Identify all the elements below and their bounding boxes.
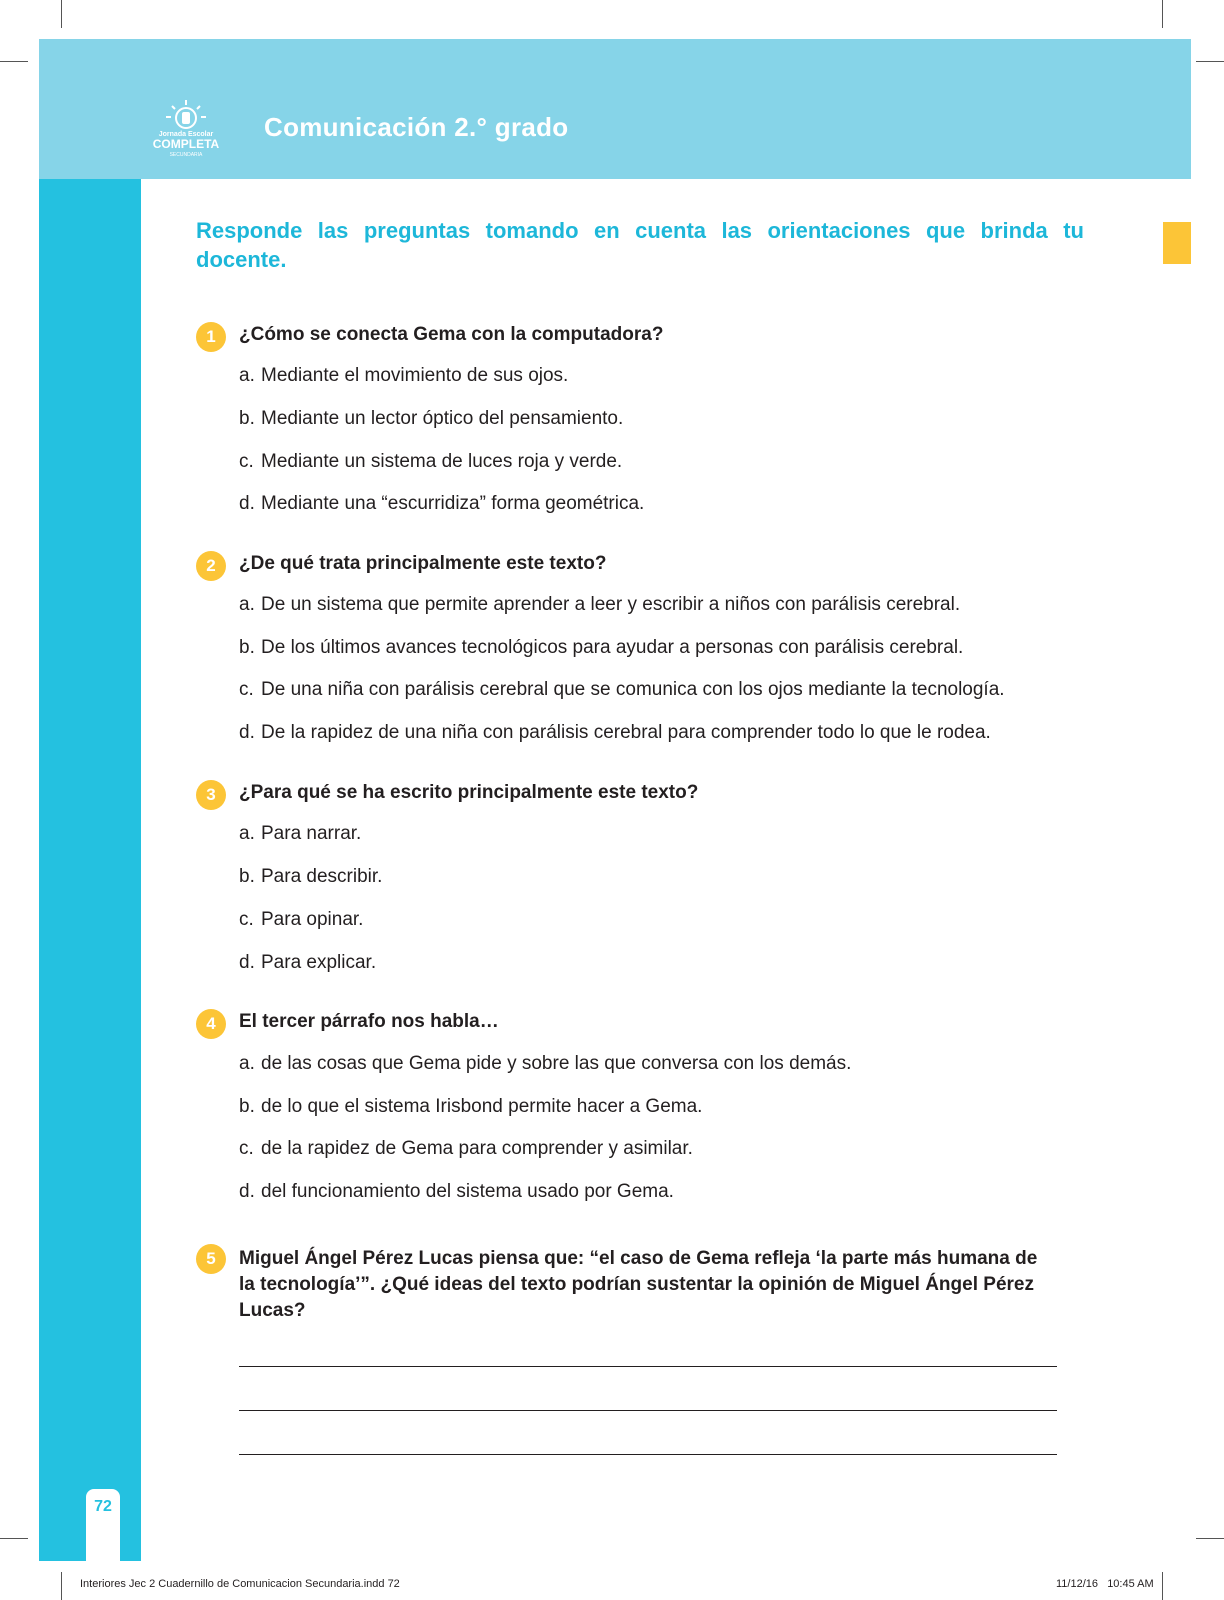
crop-mark — [1196, 1538, 1224, 1539]
crop-mark — [61, 1572, 62, 1600]
option-d: d. Para explicar. — [239, 952, 377, 973]
answer-line[interactable] — [239, 1454, 1057, 1455]
footer-file-info: Interiores Jec 2 Cuadernillo de Comunicacion Secundaria.indd 72 — [80, 1578, 400, 1590]
crop-mark — [0, 61, 28, 62]
footer-timestamp — [1056, 1578, 1154, 1590]
option-d: d. Mediante una “escurridiza” forma geométrica. — [239, 493, 645, 514]
svg-text:Jornada Escolar: Jornada Escolar — [158, 131, 214, 138]
option-d: d. De la rapidez de una niña con parálisis cerebral para comprender todo lo que le rodea. — [239, 722, 991, 743]
instruction-text: Responde las preguntas tomando en cuenta las orientaciones que brinda tu docente. — [196, 218, 1084, 272]
option-b: b. Mediante un lector óptico del pensamiento. — [239, 408, 624, 429]
question-text: El tercer párrafo nos habla… — [239, 1011, 499, 1032]
option-a: a. De un sistema que permite aprender a leer y escribir a niños con parálisis cerebral. — [239, 594, 961, 615]
option-c: c. Para opinar. — [239, 909, 364, 930]
crop-mark — [1196, 61, 1224, 62]
question-text: ¿Cómo se conecta Gema con la computadora? — [239, 324, 664, 345]
option-a: a. Para narrar. — [239, 823, 362, 844]
option-a: a. Mediante el movimiento de sus ojos. — [239, 365, 569, 386]
question-number-badge: 1 — [196, 322, 226, 352]
option-a: a. de las cosas que Gema pide y sobre las que conversa con los demás. — [239, 1053, 852, 1074]
footer-date: 11/12/16 — [1056, 1578, 1099, 1590]
option-b: b. Para describir. — [239, 866, 383, 887]
crop-mark — [61, 0, 62, 28]
answer-line[interactable] — [239, 1410, 1057, 1411]
jornada-escolar-logo — [146, 98, 226, 160]
answer-line[interactable] — [239, 1366, 1057, 1367]
option-b: b. De los últimos avances tecnológicos para ayudar a personas con parálisis cerebral. — [239, 637, 964, 658]
section-tab — [1163, 222, 1191, 264]
option-c: c. de la rapidez de Gema para comprender y asimilar. — [239, 1138, 693, 1159]
page-title: Comunicación 2.° grado — [264, 112, 569, 142]
question-text: ¿De qué trata principalmente este texto? — [239, 553, 607, 574]
footer-time: 10:45 AM — [1107, 1578, 1154, 1590]
side-band — [39, 179, 141, 1561]
option-c: c. De una niña con parálisis cerebral que se comunica con los ojos mediante la tecnología. — [239, 679, 1005, 700]
question-number-badge: 4 — [196, 1009, 226, 1039]
crop-mark — [1162, 1572, 1163, 1600]
question-text: ¿Para qué se ha escrito principalmente este texto? — [239, 782, 699, 803]
option-b: b. de lo que el sistema Irisbond permite hacer a Gema. — [239, 1096, 703, 1117]
question-number-badge: 2 — [196, 551, 226, 581]
option-d: d. del funcionamiento del sistema usado por Gema. — [239, 1181, 674, 1202]
question-text: Miguel Ángel Pérez Lucas piensa que: “el caso de Gema refleja ‘la parte más humana de la tecnología’”. ¿Qué ideas del texto podrían sustentar la opinión de Miguel Ángel Pérez Lucas? — [239, 1248, 1038, 1321]
crop-mark — [0, 1538, 28, 1539]
page-number: 72 — [94, 1498, 112, 1515]
question-number-badge: 5 — [196, 1244, 226, 1274]
svg-text:SECUNDARIA: SECUNDARIA — [169, 152, 203, 158]
svg-text:COMPLETA: COMPLETA — [152, 137, 220, 151]
question-number-badge: 3 — [196, 780, 226, 810]
option-c: c. Mediante un sistema de luces roja y verde. — [239, 451, 623, 472]
crop-mark — [1162, 0, 1163, 28]
